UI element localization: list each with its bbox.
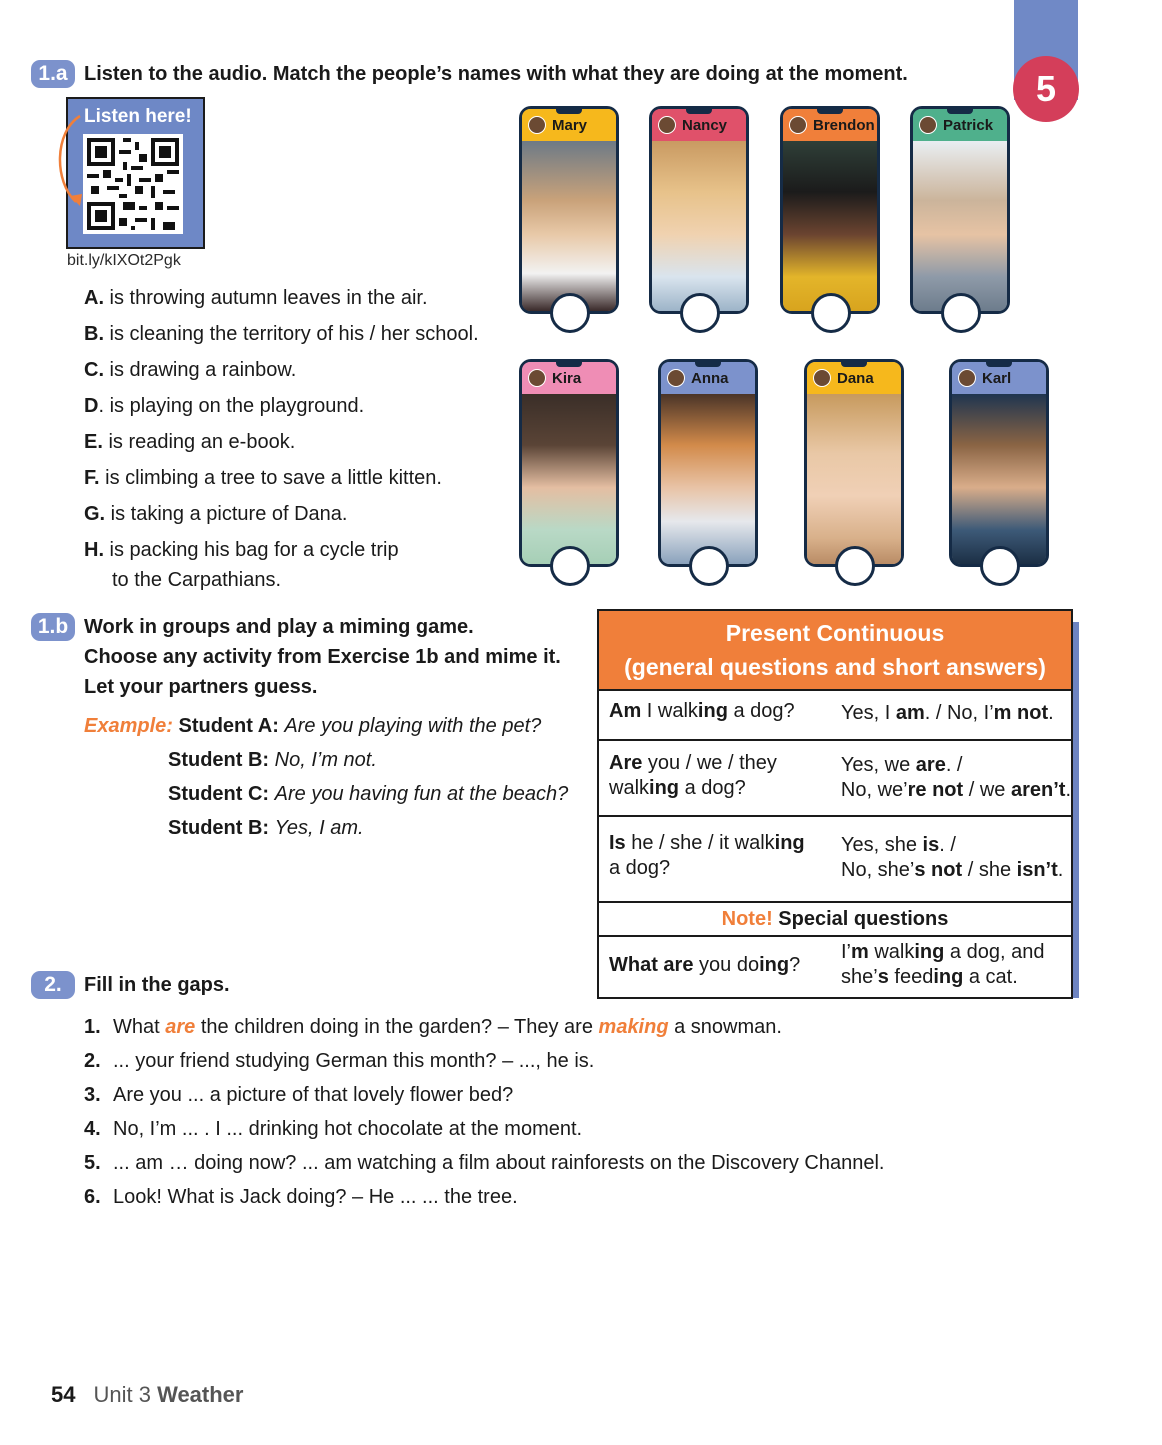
person-name: Dana — [837, 369, 874, 387]
option-d: D. is playing on the playground. — [84, 395, 365, 417]
photo-brendon — [783, 141, 877, 311]
unit-number: 5 — [1013, 56, 1079, 122]
person-name: Mary — [552, 116, 588, 134]
audio-link[interactable]: bit.ly/kIXOt2Pgk — [67, 252, 181, 269]
page-number: 54 — [51, 1382, 76, 1407]
option-b: B. is cleaning the territory of his / her school. — [84, 323, 479, 345]
option-e: E. is reading an e-book. — [84, 431, 296, 453]
avatar — [813, 369, 831, 387]
fill-item-6: 6. Look! What is Jack doing? – He ... ... the tree. — [84, 1186, 518, 1208]
person-name: Kira — [552, 369, 582, 387]
photo-anna — [661, 394, 755, 564]
unit-title: Weather — [157, 1382, 244, 1407]
photo-nancy — [652, 141, 746, 311]
person-name: Anna — [691, 369, 729, 387]
avatar — [667, 369, 685, 387]
photo-kira — [522, 394, 616, 564]
page-footer — [51, 1382, 243, 1408]
fill-item-2: 2. ... your friend studying German this month? – ..., he is. — [84, 1050, 595, 1072]
avatar — [789, 116, 807, 134]
exercise-2-instruction: Fill in the gaps. — [84, 974, 230, 996]
exercise-1b-line-1: Work in groups and play a miming game. — [84, 616, 474, 638]
photo-mary — [522, 141, 616, 311]
person-name: Patrick — [943, 116, 994, 134]
option-h: H. is packing his bag for a cycle trip — [84, 539, 399, 561]
answer-circle[interactable] — [550, 546, 590, 586]
listen-label: Listen here! — [84, 106, 192, 127]
curved-arrow-icon — [50, 112, 86, 208]
note-row: Note! Special questions — [599, 903, 1071, 937]
phone-anna — [658, 359, 758, 567]
example-line-2: Student B: No, I’m not. — [168, 749, 377, 771]
fill-item-4: 4. No, I’m ... . I ... drinking hot chocolate at the moment. — [84, 1118, 583, 1140]
option-h-continued: to the Carpathians. — [112, 569, 281, 591]
fill-item-5: 5. ... am … doing now? ... am watching a film about rainforests on the Discovery Channel. — [84, 1152, 885, 1174]
answer-circle[interactable] — [941, 293, 981, 333]
avatar — [919, 116, 937, 134]
exercise-badge-1b: 1.b — [31, 613, 75, 641]
phone-kira — [519, 359, 619, 567]
phone-dana — [804, 359, 904, 567]
person-name: Karl — [982, 369, 1012, 387]
answer-circle[interactable] — [689, 546, 729, 586]
option-f: F. is climbing a tree to save a little kitten. — [84, 467, 442, 489]
answer-circle[interactable] — [835, 546, 875, 586]
phone-patrick — [910, 106, 1010, 314]
exercise-1b-line-3: Let your partners guess. — [84, 676, 318, 698]
exercise-badge-2: 2. — [31, 971, 75, 999]
avatar — [528, 116, 546, 134]
table-row: What are you doing? I’m walking a dog, and she’s feeding a cat. — [609, 941, 1045, 988]
exercise-1b-line-2: Choose any activity from Exercise 1b and mime it. — [84, 646, 561, 668]
table-row: Is he / she / it walking a dog? Yes, she is. / No, she’s not / she isn’t. — [599, 817, 1071, 903]
answer-circle[interactable] — [680, 293, 720, 333]
answer-circle[interactable] — [811, 293, 851, 333]
avatar — [958, 369, 976, 387]
avatar — [658, 116, 676, 134]
example-line-1: Example: Student A: Are you playing with the pet? — [84, 715, 542, 737]
grammar-table — [597, 609, 1073, 999]
person-name: Nancy — [682, 116, 728, 134]
fill-item-3: 3. Are you ... a picture of that lovely flower bed? — [84, 1084, 514, 1106]
phone-mary — [519, 106, 619, 314]
unit-label: Unit 3 — [93, 1382, 158, 1407]
phone-karl — [949, 359, 1049, 567]
fill-item-1: 1. What are the children doing in the garden? – They are making a snowman. — [84, 1016, 782, 1038]
option-c: C. is drawing a rainbow. — [84, 359, 297, 381]
answer-circle[interactable] — [980, 546, 1020, 586]
option-g: G. is taking a picture of Dana. — [84, 503, 348, 525]
person-name: Brendon — [813, 116, 875, 134]
phone-brendon — [780, 106, 880, 314]
answer-circle[interactable] — [550, 293, 590, 333]
table-row: Am I walking a dog? Yes, I am. / No, I’m not. — [599, 691, 1071, 741]
exercise-badge-1a: 1.a — [31, 60, 75, 88]
table-row: Are you / we / they walking a dog? Yes, we are. / No, we’re not / we aren’t. — [599, 741, 1071, 817]
photo-patrick — [913, 141, 1007, 311]
avatar — [528, 369, 546, 387]
phone-nancy — [649, 106, 749, 314]
qr-code-icon[interactable] — [83, 134, 183, 234]
example-line-4: Student B: Yes, I am. — [168, 817, 364, 839]
exercise-1a-instruction: Listen to the audio. Match the people’s names with what they are doing at the moment. — [84, 63, 908, 85]
photo-dana — [807, 394, 901, 564]
photo-karl — [952, 394, 1046, 564]
option-a: A. is throwing autumn leaves in the air. — [84, 287, 428, 309]
example-line-3: Student C: Are you having fun at the beach? — [168, 783, 569, 805]
grammar-table-title: Present Continuous (general questions and short answers) — [599, 611, 1071, 691]
